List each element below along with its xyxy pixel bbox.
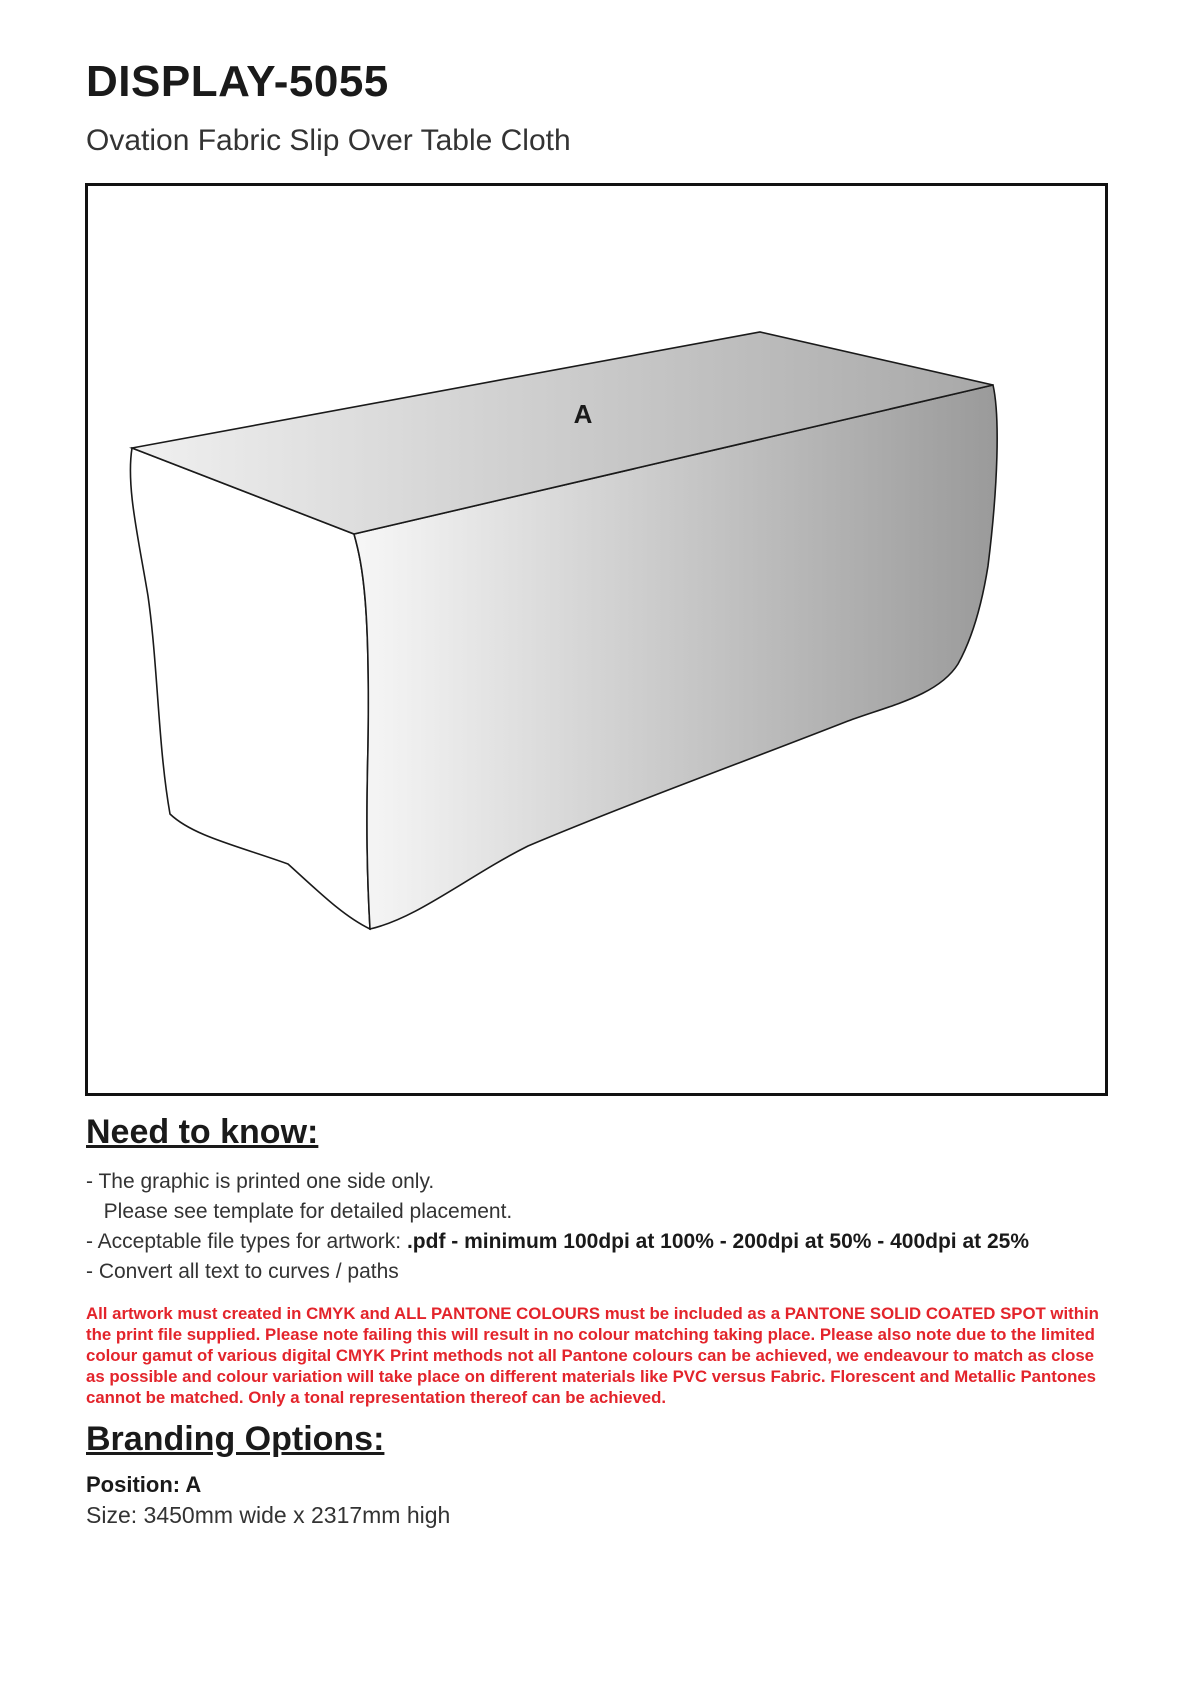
product-code-title: DISPLAY-5055: [86, 57, 389, 106]
branding-position-marker: A: [573, 399, 593, 429]
info-line-convert-text: - Convert all text to curves / paths: [86, 1260, 399, 1283]
colour-warning-notice: All artwork must created in CMYK and ALL PANTONE COLOURS must be included as a PANTONE SOLID COATED SPOT within the print file supplied. Please note failing this will result in no colour matching taking place. Please also note due to the limited colour gamut of various digital CMYK Print methods not all Pantone colours can be achieved, we endeavour to match as close as possible and colour variation will take place on different materials like PVC versus Fabric. Florescent and Metallic Pantones cannot be matched. Only a tonal representation thereof can be achieved.: [86, 1304, 1099, 1407]
need-to-know-heading: Need to know:: [86, 1113, 319, 1151]
info-line-printed-one-side: - The graphic is printed one side only.: [86, 1170, 435, 1193]
file-types-value: .pdf - minimum 100dpi at 100% - 200dpi at 50% - 400dpi at 25%: [406, 1230, 1029, 1253]
product-subtitle: Ovation Fabric Slip Over Table Cloth: [86, 124, 571, 157]
branding-position-label: Position: A: [86, 1472, 202, 1497]
info-line-template-placement: Please see template for detailed placement.: [92, 1200, 513, 1223]
info-line-file-types: [86, 1230, 1029, 1254]
branding-size-value: Size: 3450mm wide x 2317mm high: [86, 1502, 451, 1528]
product-illustration-frame: [85, 183, 1108, 1096]
branding-options-heading: Branding Options:: [86, 1420, 385, 1458]
table-cloth-illustration: [88, 186, 1105, 1093]
file-types-label: - Acceptable file types for artwork:: [86, 1230, 407, 1253]
